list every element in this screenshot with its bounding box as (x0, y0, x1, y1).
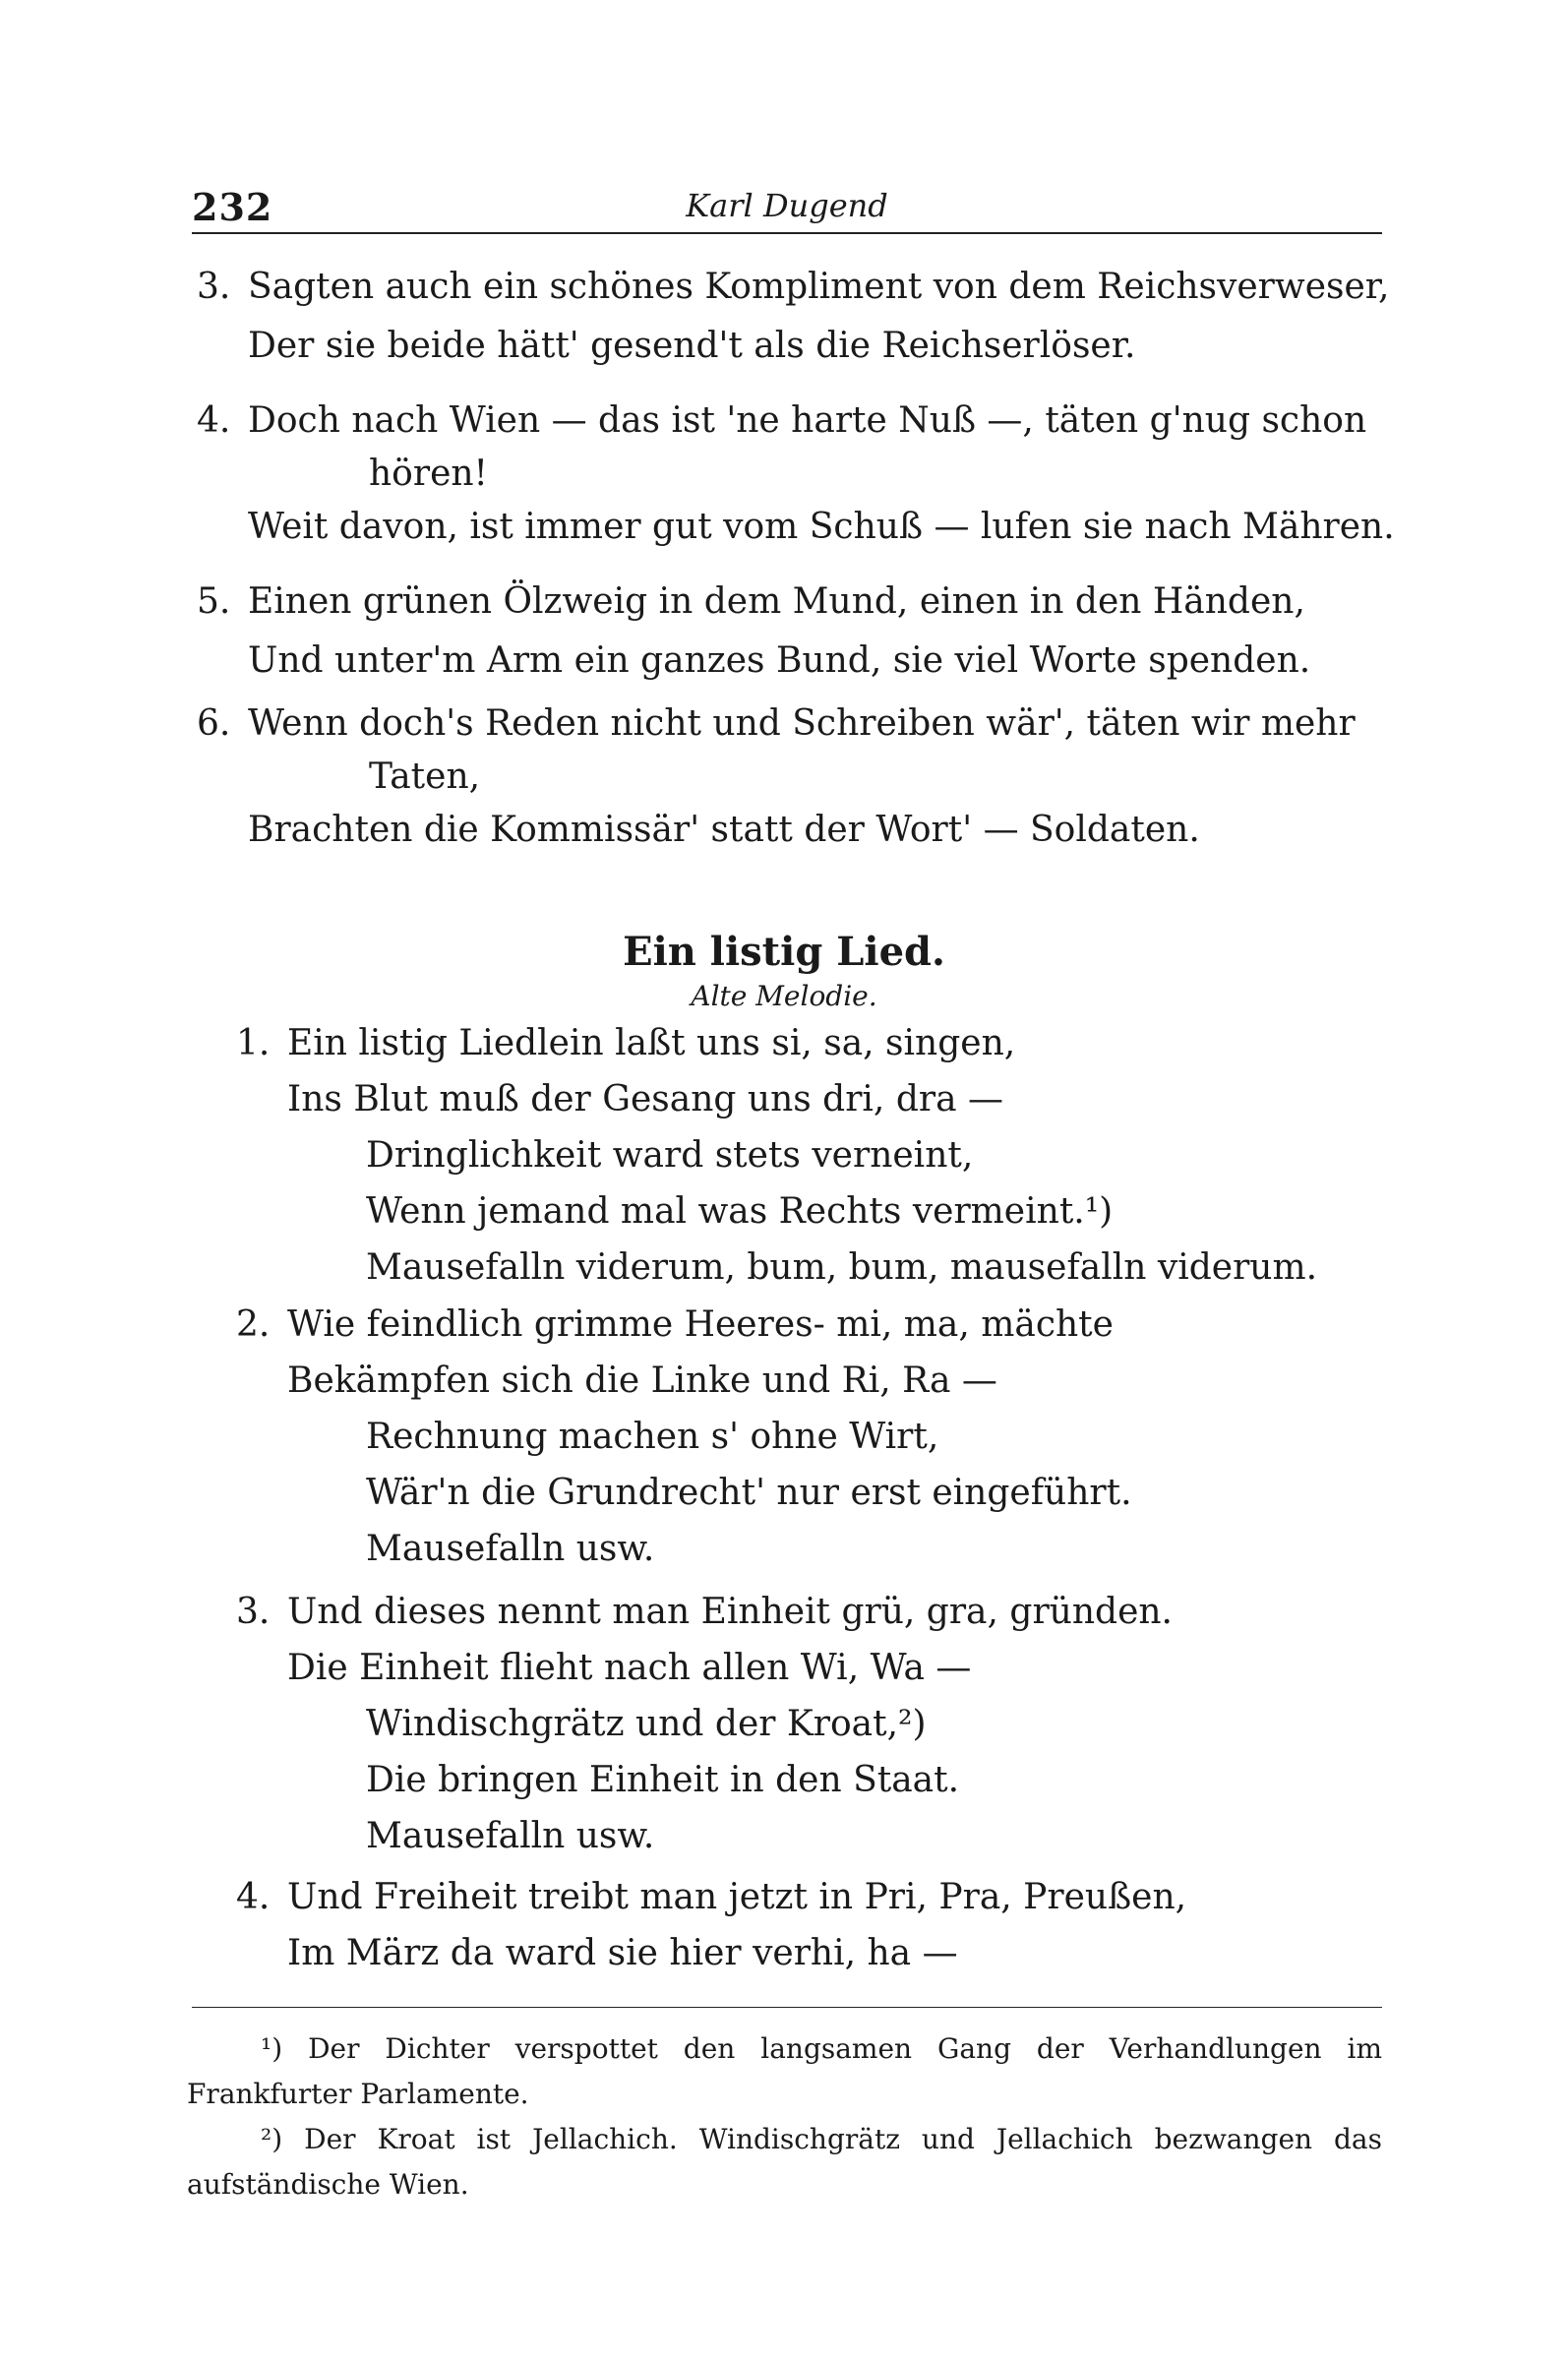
verse-line: Doch nach Wien — das ist 'ne harte Nuß —, täten g'nug schon (248, 400, 1367, 441)
verse-line: Weit davon, ist immer gut vom Schuß — lufen sie nach Mähren. (248, 507, 1395, 547)
footnote-text: Der Dichter verspottet den langsamen Gang der Verhandlungen im Frankfurter Parlamente. (187, 2032, 1382, 2110)
verse-number: 4. (197, 400, 231, 441)
verse-line: Brachten die Kommissär' statt der Wort' — Soldaten. (248, 810, 1200, 850)
footnote-text: Der Kroat ist Jellachich. Windischgrätz und Jellachich bezwangen das aufständische Wien. (187, 2123, 1382, 2201)
stanza-refrain: Mausefalln viderum, bum, bum, mausefalln viderum. (366, 1247, 1318, 1288)
stanza-line: Windischgrätz und der Kroat,²) (366, 1704, 927, 1744)
footnotes (187, 2026, 1382, 2207)
stanza-line: Wär'n die Grundrecht' nur erst eingeführt. (366, 1473, 1132, 1513)
verse-5 (197, 573, 1387, 691)
stanza-number: 2. (236, 1304, 271, 1345)
stanza-line: Und Freiheit treibt man jetzt in Pri, Pra, Preußen, (287, 1877, 1187, 1917)
verse-line: Und unter'm Arm ein ganzes Bund, sie viel Worte spenden. (248, 640, 1311, 681)
stanza-refrain: Mausefalln usw. (366, 1816, 655, 1856)
footnote-mark: ²) (261, 2123, 283, 2155)
stanza-line: Ein listig Liedlein laßt uns si, sa, singen, (287, 1023, 1016, 1063)
footnote-mark: ¹) (261, 2032, 283, 2065)
running-head: Karl Dugend (686, 187, 888, 224)
verse-line-wrap: Taten, (369, 756, 481, 797)
page-header (192, 177, 1382, 232)
stanza-1 (236, 1015, 1377, 1296)
stanza-line: Und dieses nennt man Einheit grü, gra, gründen. (287, 1592, 1173, 1632)
stanza-line: Die Einheit flieht nach allen Wi, Wa — (287, 1648, 972, 1688)
stanza-refrain: Mausefalln usw. (366, 1529, 655, 1569)
verse-line: Wenn doch's Reden nicht und Schreiben wär', täten wir mehr (248, 703, 1356, 744)
stanza-line: Im März da ward sie hier verhi, ha — (287, 1933, 958, 1973)
header-rule (192, 232, 1382, 234)
footnote-1 (187, 2026, 1382, 2117)
stanza-line: Dringlichkeit ward stets verneint, (366, 1135, 974, 1176)
stanza-line: Die bringen Einheit in den Staat. (366, 1760, 960, 1800)
footnote-2 (187, 2117, 1382, 2207)
verse-number: 6. (197, 703, 231, 744)
verse-line: Einen grünen Ölzweig in dem Mund, einen in den Händen, (248, 581, 1305, 622)
stanza-number: 3. (236, 1592, 271, 1632)
stanza-2 (236, 1297, 1377, 1577)
verse-3 (197, 258, 1390, 376)
verse-line: Sagten auch ein schönes Kompliment von dem Reichsverweser, (248, 267, 1390, 307)
stanza-line: Bekämpfen sich die Linke und Ri, Ra — (287, 1360, 997, 1401)
verse-6 (197, 695, 1387, 860)
footnote-rule (192, 2007, 1382, 2008)
stanza-number: 4. (236, 1877, 271, 1917)
verse-number: 3. (197, 267, 231, 307)
stanza-4 (236, 1869, 1377, 1981)
stanza-number: 1. (236, 1023, 271, 1063)
verse-line-wrap: hören! (369, 453, 489, 494)
stanza-line: Ins Blut muß der Gesang uns dri, dra — (287, 1079, 1003, 1119)
stanza-line: Wie feindlich grimme Heeres- mi, ma, mächte (287, 1304, 1114, 1345)
poem-subtitle: Alte Melodie. (691, 980, 877, 1012)
stanza-3 (236, 1584, 1377, 1864)
page-number: 232 (192, 185, 273, 229)
verse-line: Der sie beide hätt' gesend't als die Reichserlöser. (248, 326, 1136, 366)
stanza-line: Rechnung machen s' ohne Wirt, (366, 1417, 939, 1457)
stanza-line: Wenn jemand mal was Rechts vermeint.¹) (366, 1191, 1114, 1232)
verse-number: 5. (197, 581, 231, 622)
poem-title: Ein listig Lied. (623, 929, 945, 975)
verse-4 (197, 392, 1395, 557)
